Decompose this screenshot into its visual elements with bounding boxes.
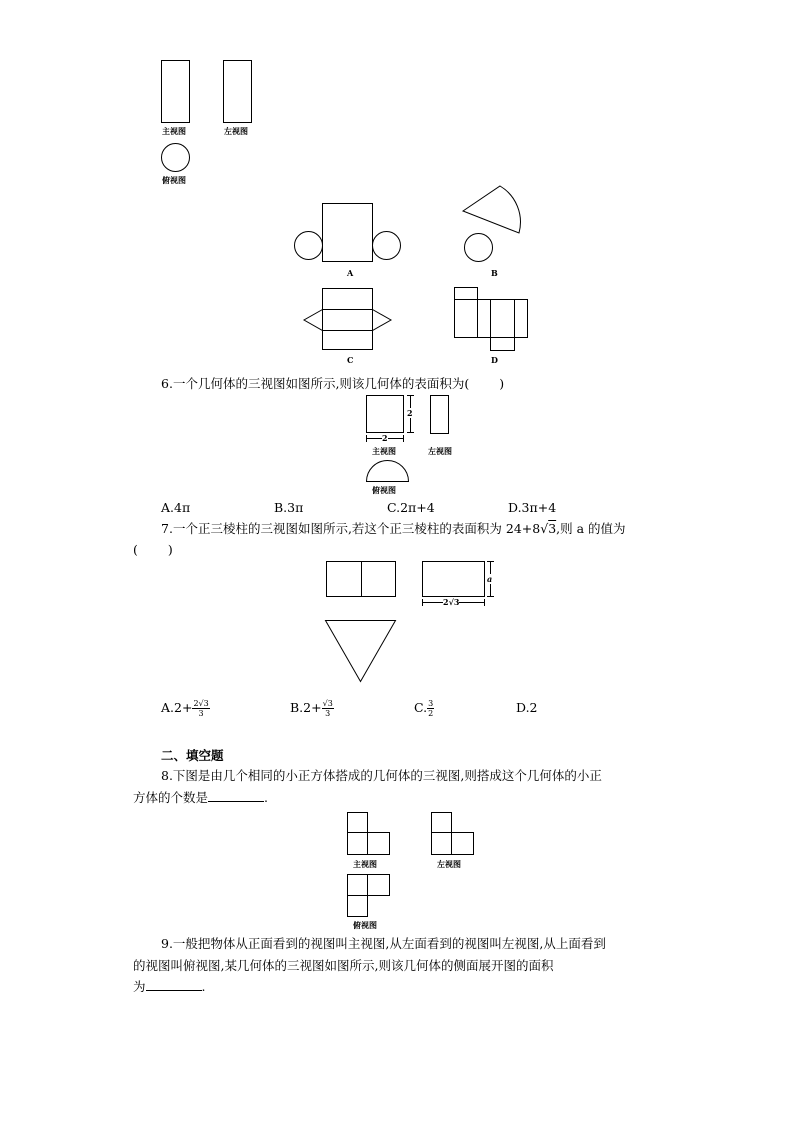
q8-side-view-label: 左视图 [437, 859, 461, 869]
q6-option-d: D.3π+4 [508, 500, 557, 515]
q7-number: 7. [161, 521, 173, 536]
q7-text-a: 一个正三棱柱的三视图如图所示,若这个正三棱柱的表面积为 24+8 [172, 521, 541, 536]
section-title: 二、填空题 [161, 748, 224, 763]
q8-front-view-label: 主视图 [353, 859, 377, 869]
q7-option-a: A.2+ $\frac{2√3}{3}$ [161, 699, 209, 718]
option-a-label: A [347, 268, 354, 278]
option-c-label: C [347, 355, 354, 365]
q6-height-dim: 2 [407, 408, 413, 418]
q6-option-a: A.4π [161, 500, 191, 515]
q7-option-d: D.2 [516, 700, 538, 715]
q6-number: 6. [161, 376, 173, 391]
q5-top-view-label: 俯视图 [162, 175, 186, 185]
q7-option-b: B.2+ $\frac{√3}{3}$ [290, 699, 333, 718]
q7-dim-width: 2√3 [443, 597, 460, 607]
option-d-label: D [491, 355, 498, 365]
q9-line1: 9.一般把物体从正面看到的视图叫主视图,从左面看到的视图叫左视图,从上面看到 [161, 936, 606, 951]
q6-option-b: B.3π [274, 500, 304, 515]
q6-text: 一个几何体的三视图如图所示,则该几何体的表面积为( [172, 376, 470, 391]
option-b-label: B [491, 268, 498, 278]
q6-top-view-label: 俯视图 [372, 485, 396, 495]
q6-close-paren: ) [499, 376, 505, 391]
q7-text-b: ,则 a 的值为 [556, 521, 626, 536]
q7-option-c: C. $\frac{3}{2}$ [414, 699, 434, 718]
q6-front-view-label: 主视图 [372, 446, 396, 456]
q5-front-view-label: 主视图 [162, 126, 186, 136]
q9-line2: 的视图叫俯视图,某几何体的三视图如图所示,则该几何体的侧面展开图的面积 [133, 958, 554, 973]
q5-side-view-label: 左视图 [224, 126, 248, 136]
q8-line2: 方体的个数是 . [133, 790, 268, 805]
q9-line3: 为 . [133, 979, 206, 994]
q6-option-c: C.2π+4 [387, 500, 435, 515]
q8-line1: 8.下图是由几个相同的小正方体搭成的几何体的三视图,则搭成这个几何体的小正 [161, 768, 602, 783]
q8-top-view-label: 俯视图 [353, 920, 377, 930]
q9-answer-blank[interactable] [146, 978, 202, 991]
q6-width-dim: 2 [382, 433, 388, 443]
q6-side-view-label: 左视图 [428, 446, 452, 456]
q7-radical: √3 [540, 521, 557, 536]
q7-dim-a: a [487, 574, 493, 584]
q7-stem-line2: ( ) [133, 542, 173, 557]
